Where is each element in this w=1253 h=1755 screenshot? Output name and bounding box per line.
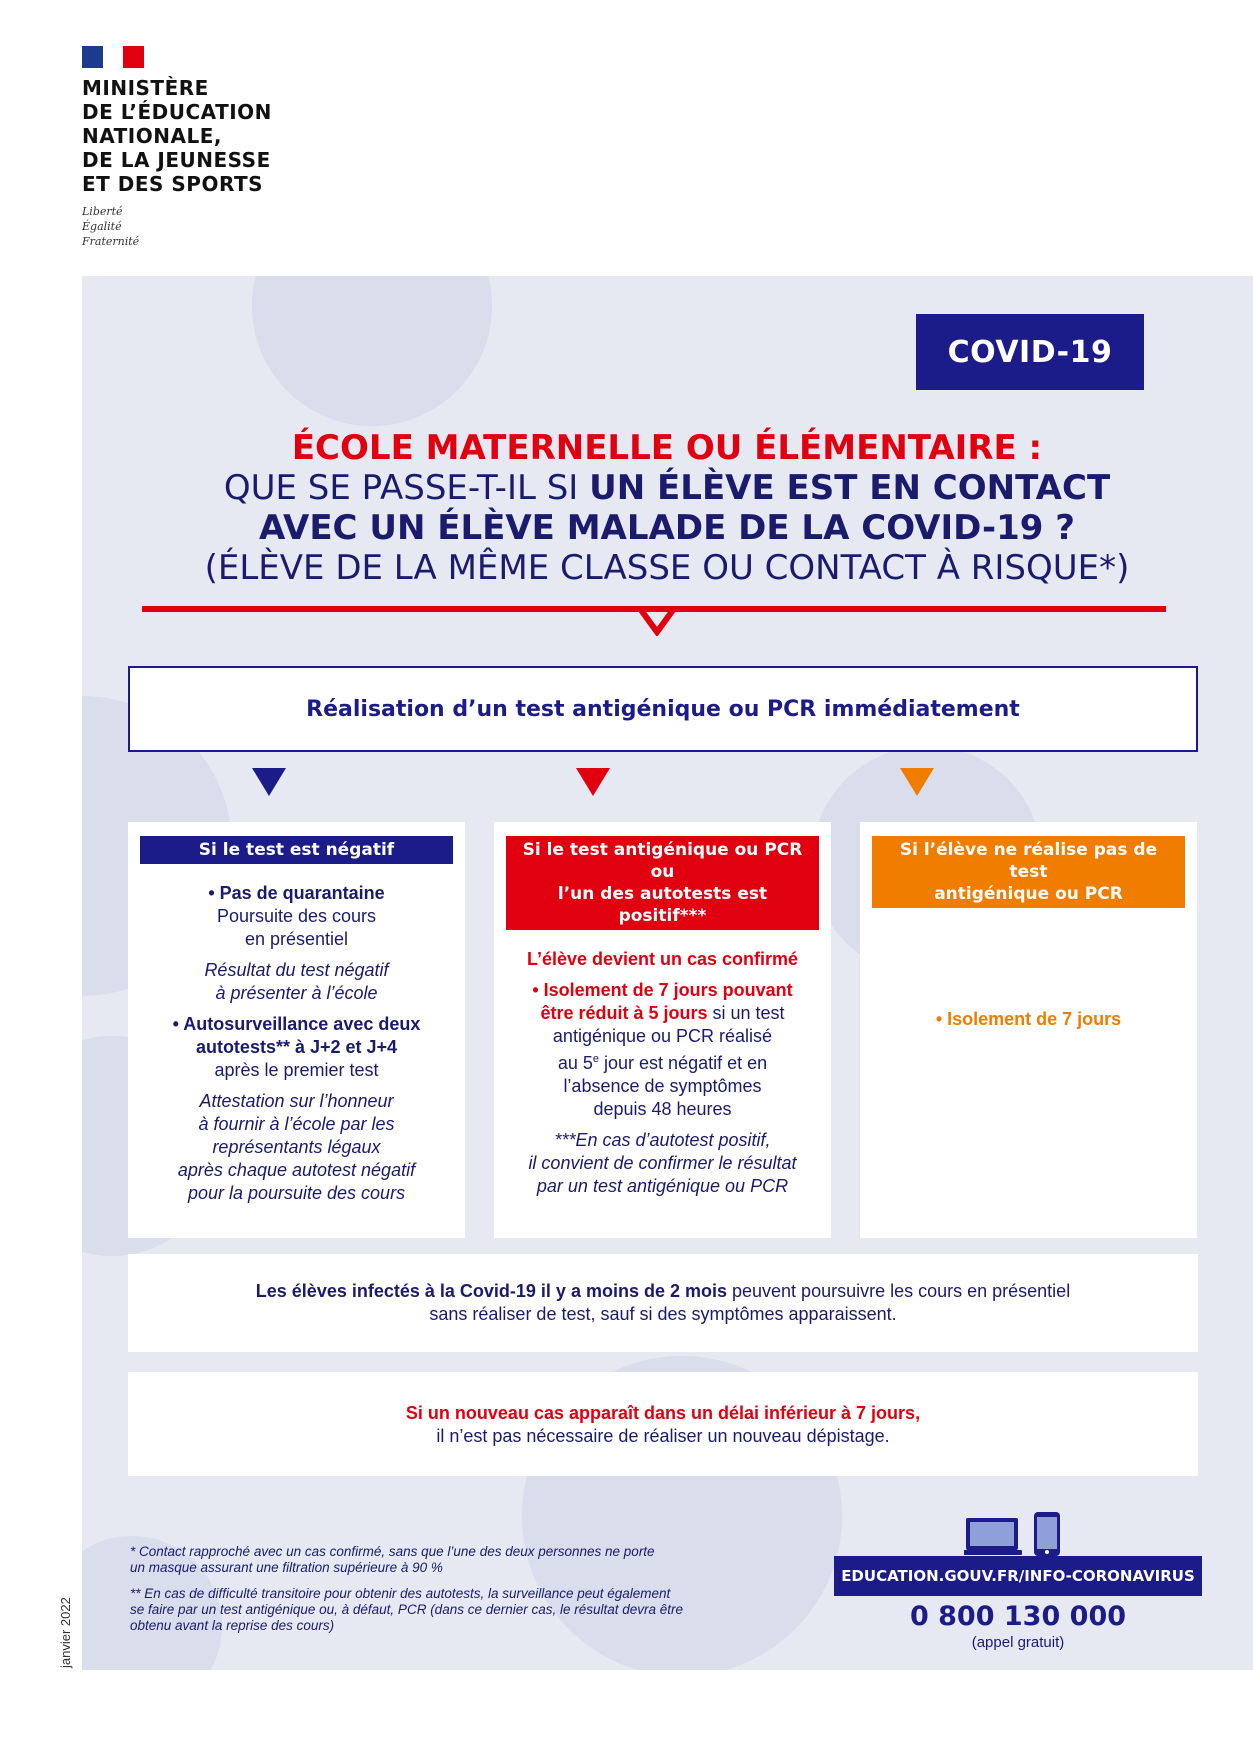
footnotes — [130, 1544, 770, 1644]
title-line-2 — [102, 468, 1232, 508]
marianne-flag-icon — [82, 46, 144, 68]
info-text: peuvent poursuivre les cours en présentiel — [727, 1281, 1071, 1301]
card-text: par un test antigénique ou PCR — [536, 1176, 789, 1196]
isolation-label: • Isolement de 7 jours — [935, 1009, 1122, 1029]
card-no-test — [860, 822, 1197, 1238]
card-heading-line: Si le test antigénique ou PCR ou — [522, 840, 803, 882]
arrow-down-orange-icon — [900, 768, 934, 796]
title-line-3: AVEC UN ÉLÈVE MALADE DE LA COVID-19 ? — [259, 508, 1075, 548]
card-negative-test — [128, 822, 465, 1238]
virus-decoration-icon — [252, 276, 492, 426]
republic-motto — [82, 204, 312, 249]
hotline-number[interactable]: 0 800 130 000 — [909, 1601, 1127, 1632]
arrow-down-red-icon — [576, 768, 610, 796]
card-paragraph — [138, 882, 455, 951]
info-emphasis: Si un nouveau cas apparaît dans un délai inférieur à 7 jours, — [405, 1403, 921, 1423]
card-heading — [872, 836, 1185, 908]
card-body — [860, 908, 1197, 1031]
card-text-superscript: e — [592, 1053, 600, 1065]
self-monitoring-label: autotests** à J+2 et J+4 — [195, 1037, 398, 1057]
motto-line: Fraternité — [82, 235, 140, 248]
card-paragraph — [138, 959, 455, 1005]
publication-date: janvier 2022 — [58, 1597, 73, 1668]
ministry-name-line: DE L’ÉDUCATION — [82, 100, 272, 124]
card-text: en présentiel — [244, 929, 349, 949]
card-text: à fournir à l’école par les — [198, 1114, 395, 1134]
card-text: Attestation sur l’honneur — [199, 1091, 394, 1111]
card-body — [128, 864, 465, 1205]
title-line-2-emphasis: UN ÉLÈVE EST EN CONTACT — [589, 468, 1111, 508]
card-heading-line: l’un des autotests est positif*** — [557, 884, 768, 926]
card-text: ***En cas d’autotest positif, — [554, 1130, 771, 1150]
card-text: jour est négatif et en — [599, 1053, 768, 1073]
info-coronavirus-link[interactable]: EDUCATION.GOUV.FR/INFO-CORONAVIRUS — [834, 1556, 1202, 1596]
card-text: Poursuite des cours — [216, 906, 377, 926]
card-text: l’absence de symptômes — [563, 1076, 762, 1096]
card-text: depuis 48 heures — [593, 1099, 732, 1119]
card-text: représentants légaux — [212, 1137, 381, 1157]
card-heading: Si le test est négatif — [140, 836, 453, 864]
info-text: il n’est pas nécessaire de réaliser un nouveau dépistage. — [436, 1426, 890, 1446]
card-text: après chaque autotest négatif — [177, 1160, 416, 1180]
card-body — [494, 930, 831, 1198]
ministry-name-line: NATIONALE, — [82, 124, 222, 148]
card-heading-line: antigénique ou PCR — [934, 884, 1123, 904]
card-positive-test — [494, 822, 831, 1238]
card-text: au 5 — [557, 1053, 593, 1073]
card-text: il convient de confirmer le résultat — [528, 1153, 797, 1173]
card-paragraph — [504, 979, 821, 1121]
card-text: si un test — [707, 1003, 785, 1023]
footnote-line: se faire par un test antigénique ou, à défaut, PCR (dans ce dernier cas, le résultat devra être — [130, 1602, 684, 1617]
card-heading-line: Si l’élève ne réalise pas de test — [899, 840, 1158, 882]
ministry-logo — [82, 46, 312, 249]
info-text: sans réaliser de test, sauf si des symptômes apparaissent. — [429, 1304, 897, 1324]
card-paragraph — [138, 1013, 455, 1082]
info-recent-infection — [128, 1254, 1198, 1352]
card-text: à présenter à l’école — [215, 983, 378, 1003]
arrow-down-navy-icon — [252, 768, 286, 796]
card-paragraph — [504, 1129, 821, 1198]
motto-line: Égalité — [82, 220, 122, 233]
footnote-line: ** En cas de difficulté transitoire pour obtenir des autotests, la surveillance peut également — [130, 1586, 671, 1601]
covid-tag: COVID-19 — [916, 314, 1144, 390]
footnote — [130, 1586, 770, 1634]
footnote-line: obtenu avant la reprise des cours) — [130, 1618, 335, 1633]
laptop-icon — [964, 1518, 1022, 1555]
info-emphasis: Les élèves infectés à la Covid-19 il y a moins de 2 mois — [255, 1281, 727, 1301]
ministry-name-line: MINISTÈRE — [82, 76, 209, 100]
card-text: après le premier test — [214, 1060, 379, 1080]
info-new-case — [128, 1372, 1198, 1476]
title-line-1: ÉCOLE MATERNELLE OU ÉLÉMENTAIRE : — [291, 428, 1043, 468]
footnote — [130, 1544, 770, 1576]
page-title — [102, 428, 1232, 588]
card-paragraph — [138, 1090, 455, 1205]
devices-icon — [964, 1512, 1074, 1558]
motto-line: Liberté — [82, 205, 123, 218]
card-heading — [506, 836, 819, 930]
no-quarantine-label: • Pas de quarantaine — [208, 883, 385, 903]
isolation-label: • Isolement de 7 jours pouvant — [532, 980, 793, 1000]
smartphone-icon — [1034, 1512, 1060, 1556]
ministry-name-line: DE LA JEUNESSE — [82, 148, 271, 172]
title-line-4: (ÉLÈVE DE LA MÊME CLASSE OU CONTACT À RISQUE*) — [204, 548, 1130, 588]
footnote-line: * Contact rapproché avec un cas confirmé, sans que l’une des deux personnes ne porte — [130, 1544, 655, 1559]
card-text: antigénique ou PCR réalisé — [552, 1026, 773, 1046]
card-text: pour la poursuite des cours — [187, 1183, 406, 1203]
chevron-down-icon — [638, 608, 676, 636]
ministry-name-line: ET DES SPORTS — [82, 172, 264, 196]
confirmed-case-label: L’élève devient un cas confirmé — [526, 949, 799, 969]
isolation-label: être réduit à 5 jours — [540, 1003, 708, 1023]
card-text: Résultat du test négatif — [204, 960, 389, 980]
test-instruction-box: Réalisation d’un test antigénique ou PCR immédiatement — [128, 666, 1198, 752]
self-monitoring-label: • Autosurveillance avec deux — [172, 1014, 421, 1034]
main-panel — [82, 276, 1253, 1670]
footnote-line: un masque assurant une filtration supérieure à 90 % — [130, 1560, 443, 1575]
hotline-note: (appel gratuit) — [971, 1634, 1065, 1651]
title-line-2-start: QUE SE PASSE-T-IL SI — [223, 468, 590, 508]
